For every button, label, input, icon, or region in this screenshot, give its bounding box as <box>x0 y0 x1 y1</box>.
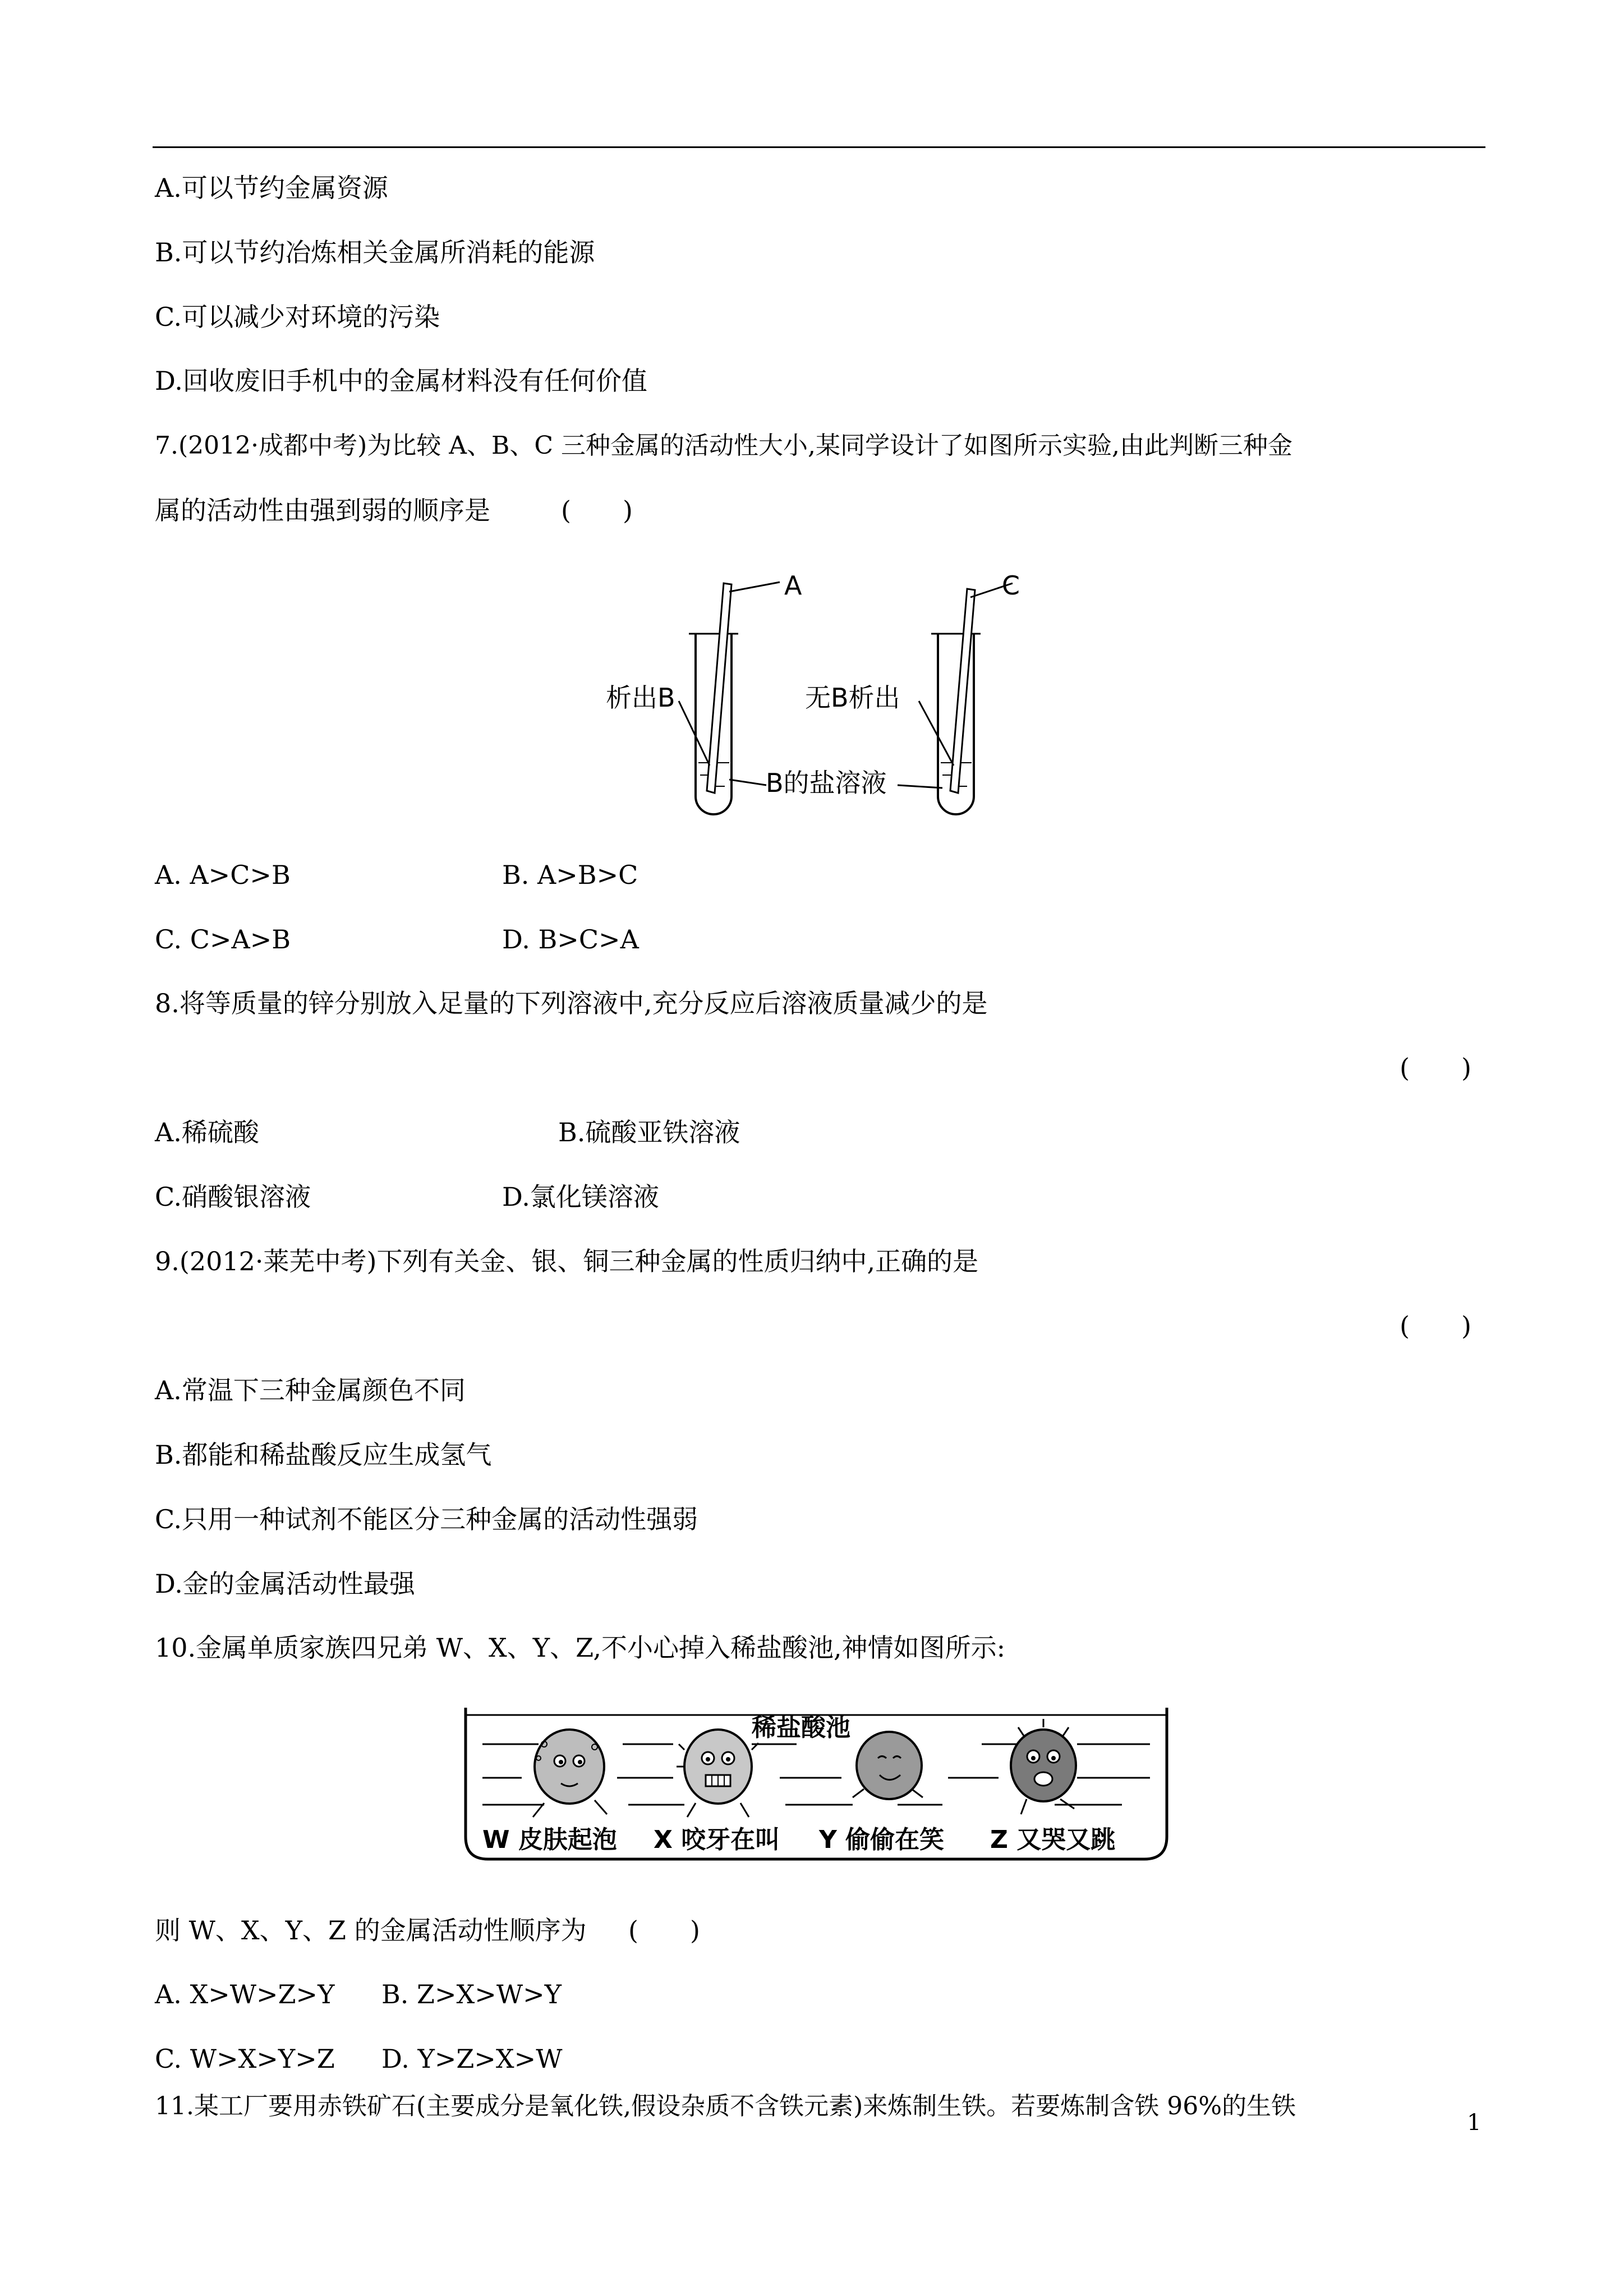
q9-option-c: C.只用一种试剂不能区分三种金属的活动性强弱 <box>155 1504 698 1534</box>
q7-stem-line2: 属的活动性由强到弱的顺序是 <box>155 495 490 525</box>
caption-x: X 咬牙在叫 <box>654 1825 780 1854</box>
label-a: A <box>784 572 802 601</box>
q9-stem: 9.(2012·莱芜中考)下列有关金、银、铜三种金属的性质归纳中,正确的是 <box>155 1246 979 1276</box>
q10-option-a: A. X>W>Z>Y <box>155 1979 335 2009</box>
q8-stem: 8.将等质量的锌分别放入足量的下列溶液中,充分反应后溶液质量减少的是 <box>155 988 988 1018</box>
metal-z-character <box>1011 1719 1076 1814</box>
q10-option-c: C. W>X>Y>Z <box>155 2044 335 2074</box>
metal-strip-a <box>707 583 732 793</box>
caption-y: Y 偷偷在笑 <box>819 1825 945 1854</box>
q7-stem-line1: 7.(2012·成都中考)为比较 A、B、C 三种金属的活动性大小,某同学设计了如图所示实验,由此判断三种金 <box>155 431 1292 460</box>
metal-x-character <box>677 1730 758 1817</box>
q7-test-tube-figure <box>595 572 1021 836</box>
metal-y-character <box>853 1732 923 1799</box>
caption-w: W 皮肤起泡 <box>482 1825 617 1854</box>
q11-stem: 11.某工厂要用赤铁矿石(主要成分是氧化铁,假设杂质不含铁元素)来炼制生铁。若要炼制含铁 96%的生铁 <box>155 2092 1296 2120</box>
metal-w-character <box>533 1730 607 1817</box>
q10-option-b: B. Z>X>W>Y <box>381 1979 562 2009</box>
q6-option-a: A.可以节约金属资源 <box>155 173 388 203</box>
q10-option-d: D. Y>Z>X>W <box>381 2044 563 2074</box>
q8-option-d: D.氯化镁溶液 <box>502 1182 659 1212</box>
q8-option-c: C.硝酸银溶液 <box>155 1182 311 1212</box>
label-left: 析出B <box>606 683 675 713</box>
q9-option-a: A.常温下三种金属颜色不同 <box>155 1375 466 1405</box>
q10-acid-pool-figure <box>460 1705 1172 1868</box>
label-solution: B的盐溶液 <box>766 768 887 798</box>
caption-z: Z 又哭又跳 <box>990 1825 1116 1854</box>
q7-answer-paren: ( ) <box>561 495 633 525</box>
q10-stem: 10.金属单质家族四兄弟 W、X、Y、Z,不小心掉入稀盐酸池,神情如图所示: <box>155 1633 1006 1663</box>
q9-option-b: B.都能和稀盐酸反应生成氢气 <box>155 1440 492 1470</box>
header-rule <box>153 146 1485 148</box>
q7-option-a: A. A>C>B <box>155 860 291 890</box>
q6-option-b: B.可以节约冶炼相关金属所消耗的能源 <box>155 237 595 268</box>
q8-option-b: B.硫酸亚铁溶液 <box>558 1117 740 1147</box>
q7-option-d: D. B>C>A <box>502 924 639 955</box>
q10-question: 则 W、X、Y、Z 的金属活动性顺序为 <box>155 1915 587 1945</box>
q8-answer-paren: ( ) <box>1400 1053 1471 1083</box>
q9-answer-paren: ( ) <box>1400 1311 1471 1341</box>
q7-option-c: C. C>A>B <box>155 924 291 955</box>
q9-option-d: D.金的金属活动性最强 <box>155 1569 415 1599</box>
q8-option-a: A.稀硫酸 <box>155 1117 259 1147</box>
q6-option-c: C.可以减少对环境的污染 <box>155 302 440 332</box>
pool-label: 稀盐酸池 <box>752 1713 850 1742</box>
page-number: 1 <box>1467 2110 1482 2136</box>
q6-option-d: D.回收废旧手机中的金属材料没有任何价值 <box>155 366 647 396</box>
label-right: 无B析出 <box>805 683 900 713</box>
q10-answer-paren: ( ) <box>628 1915 700 1945</box>
q7-option-b: B. A>B>C <box>502 860 638 890</box>
label-c: C <box>1001 572 1020 601</box>
